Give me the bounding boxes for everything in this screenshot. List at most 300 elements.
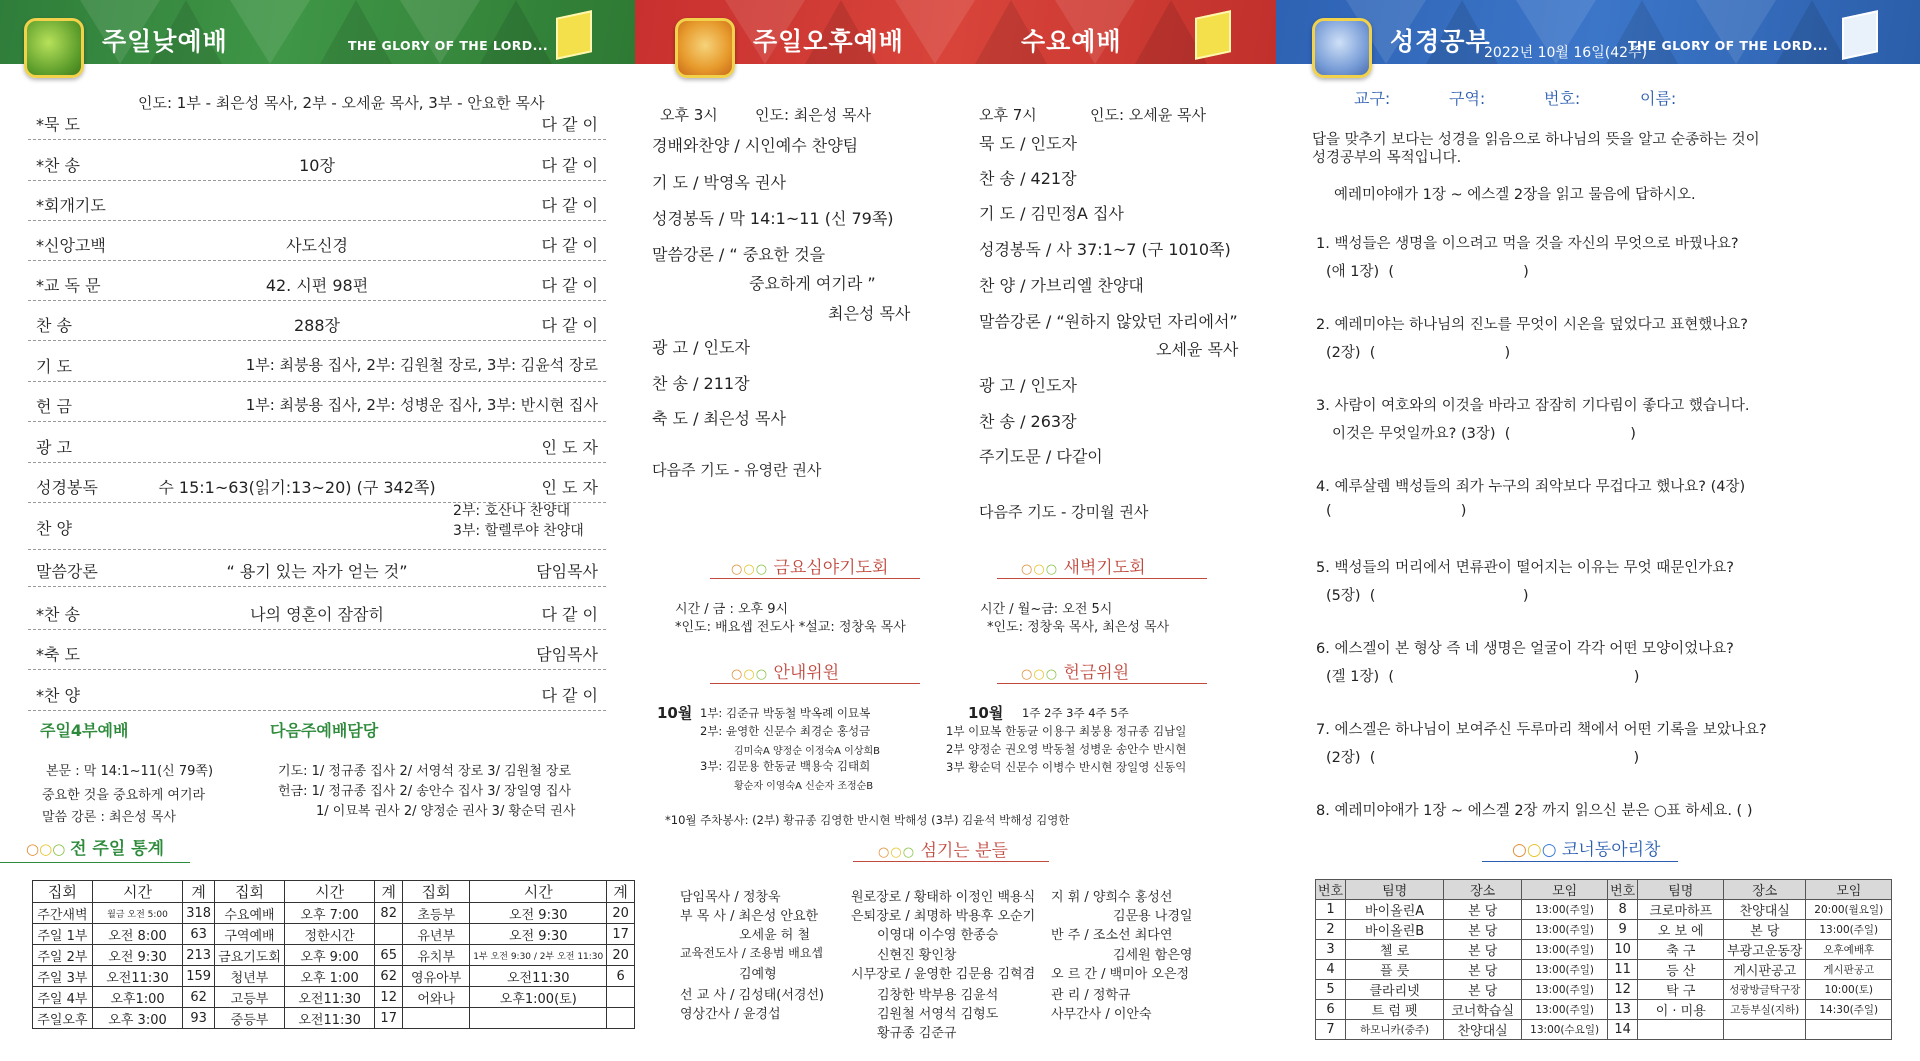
wednesday-item: 오세윤 목사 bbox=[1156, 340, 1239, 359]
club-cell: 14:30(주일) bbox=[1806, 1000, 1892, 1020]
order-row bbox=[28, 427, 606, 463]
fourth-service-preacher: 말씀 강론 : 최은성 목사 bbox=[42, 810, 176, 825]
question-text: 1. 백성들은 생명을 이으려고 먹을 것을 자신의 무엇으로 바꿨나요? bbox=[1316, 236, 1739, 252]
order-content: 288장 bbox=[294, 316, 340, 335]
stats-cell: 영유아부 bbox=[403, 966, 470, 987]
section-title: 주일낮예배 bbox=[102, 27, 228, 56]
stats-header-cell: 계 bbox=[183, 881, 215, 903]
club-cell bbox=[1806, 1020, 1892, 1040]
stats-cell: 주일오후 bbox=[33, 1008, 93, 1029]
ushers-2b: 김미숙A 양정순 이정숙A 이상희B bbox=[734, 746, 880, 757]
club-cell: 이 · 미용 bbox=[1638, 1000, 1724, 1020]
servant-staff-line: 영상간사 / 윤경섭 bbox=[680, 1007, 781, 1022]
header-band bbox=[0, 0, 635, 64]
club-cell: 9 bbox=[1608, 920, 1638, 940]
stats-cell: 62 bbox=[375, 966, 403, 987]
praise-choir-3: 3부: 할렐루야 찬양대 bbox=[453, 523, 584, 539]
order-label: 광 고 bbox=[36, 438, 72, 457]
club-header-cell: 번호 bbox=[1608, 880, 1638, 900]
stats-table bbox=[32, 880, 635, 1029]
club-row bbox=[1316, 1000, 1892, 1020]
order-label: *찬 송 bbox=[36, 605, 80, 624]
order-leader: 다 같 이 bbox=[541, 686, 598, 705]
club-table bbox=[1315, 879, 1892, 1040]
club-cell: 크로마하프 bbox=[1638, 900, 1724, 920]
club-cell: 바이올린A bbox=[1346, 900, 1444, 920]
stats-cell: 청년부 bbox=[215, 966, 285, 987]
club-cell: 성광방글탁구장 bbox=[1724, 980, 1806, 1000]
friday-underline bbox=[710, 578, 920, 579]
flag-icon bbox=[556, 10, 592, 60]
club-cell: 오 보 에 bbox=[1638, 920, 1724, 940]
order-content: 나의 영혼이 잠잠히 bbox=[250, 605, 384, 624]
stats-cell: 62 bbox=[183, 987, 215, 1008]
stats-cell: 오후 9:00 bbox=[284, 945, 374, 966]
club-header-cell: 번호 bbox=[1316, 880, 1346, 900]
club-header-cell: 장소 bbox=[1444, 880, 1522, 900]
question-answer: ( ) bbox=[1326, 503, 1467, 519]
club-cell: 오후예배후 bbox=[1806, 940, 1892, 960]
afternoon-item: 축 도 / 최은성 목사 bbox=[652, 409, 786, 428]
stats-cell bbox=[403, 1008, 470, 1029]
afternoon-item: 성경봉독 / 막 14:1~11 (신 79쪽) bbox=[652, 209, 894, 228]
question-text: 8. 예레미야애가 1장 ~ 에스겔 2장 까지 읽으신 분은 ○표 하세요. ( ) bbox=[1316, 803, 1753, 819]
stats-cell: 오전11:30 bbox=[284, 987, 374, 1008]
club-cell: 클라리넷 bbox=[1346, 980, 1444, 1000]
order-content: 42. 시편 98편 bbox=[265, 276, 369, 295]
stats-cell: 어와나 bbox=[403, 987, 470, 1008]
order-label: 찬 양 bbox=[36, 519, 72, 538]
field-number: 번호: bbox=[1544, 89, 1581, 108]
club-cell: 7 bbox=[1316, 1020, 1346, 1040]
afternoon-item: 중요하게 여기라 ” bbox=[749, 274, 876, 293]
club-cell: 트 럼 펫 bbox=[1346, 1000, 1444, 1020]
club-cell: 찬양대실 bbox=[1444, 1020, 1522, 1040]
offering-1: 1부 이묘복 한동균 이용구 최붕용 정규종 김남일 bbox=[946, 724, 1187, 738]
servant-music-line: 김문용 나경일 bbox=[1113, 909, 1193, 924]
club-row bbox=[1316, 980, 1892, 1000]
stats-cell bbox=[607, 1008, 635, 1029]
stats-cell: 중등부 bbox=[215, 1008, 285, 1029]
wednesday-next-prayer: 다음주 기도 - 강미월 권사 bbox=[979, 503, 1149, 521]
stats-header-cell: 계 bbox=[607, 881, 635, 903]
stats-cell: 주일 1부 bbox=[33, 924, 93, 945]
stats-cell: 오전 9:30 bbox=[470, 924, 607, 945]
club-cell bbox=[1638, 1020, 1724, 1040]
club-cell: 13:00(수요일) bbox=[1522, 1020, 1608, 1040]
order-leader: 다 같 이 bbox=[541, 236, 598, 255]
stats-title: 전 주일 통계 bbox=[70, 839, 165, 859]
ushers-3b: 황순자 이영숙A 신순자 조정순B bbox=[734, 781, 874, 792]
order-label: *신앙고백 bbox=[36, 236, 106, 255]
order-label: 성경봉독 bbox=[36, 478, 98, 497]
stats-cell: 20 bbox=[607, 903, 635, 924]
servant-elder-line: 김원철 서영석 김형도 bbox=[877, 1007, 999, 1022]
servant-elder-line: 신현진 황인창 bbox=[877, 948, 957, 963]
club-cell: 플 룻 bbox=[1346, 960, 1444, 980]
question-answer: (2장) ( ) bbox=[1326, 345, 1511, 361]
club-cell: 13:00(주일) bbox=[1522, 1000, 1608, 1020]
order-label: *회개기도 bbox=[36, 196, 106, 215]
club-header-cell: 팀명 bbox=[1346, 880, 1444, 900]
dawn-leaders: *인도: 정창욱 목사, 최은성 목사 bbox=[987, 620, 1170, 635]
bible-study-title: 성경공부 bbox=[1390, 27, 1491, 56]
club-cell: 13:00(주일) bbox=[1522, 940, 1608, 960]
bible-study-date: 2022년 10월 16일(42주) bbox=[1484, 45, 1647, 61]
servant-elder-line: 황규종 김준규 bbox=[877, 1026, 957, 1041]
club-cell: 본 당 bbox=[1724, 920, 1806, 940]
fourth-service-sermon: 중요한 것을 중요하게 여기라 bbox=[42, 788, 206, 803]
club-cell: 찬양대실 bbox=[1724, 900, 1806, 920]
order-label: *묵 도 bbox=[36, 115, 80, 134]
servant-music-line: 사무간사 / 이안숙 bbox=[1051, 1007, 1152, 1022]
order-leader: 다 같 이 bbox=[541, 316, 598, 335]
stats-cell bbox=[607, 987, 635, 1008]
order-content: 10장 bbox=[299, 156, 335, 175]
stats-cell: 주간새벽 bbox=[33, 903, 93, 924]
flag-icon bbox=[1842, 10, 1878, 60]
stats-row bbox=[33, 924, 635, 945]
worship-leaders: 인도: 1부 - 최은성 목사, 2부 - 오세윤 목사, 3부 - 안요한 목사 bbox=[138, 94, 545, 112]
order-row bbox=[28, 346, 606, 382]
order-leader: 다 같 이 bbox=[541, 276, 598, 295]
wednesday-item: 광 고 / 인도자 bbox=[979, 376, 1077, 395]
club-cell: 6 bbox=[1316, 1000, 1346, 1020]
stats-cell: 318 bbox=[183, 903, 215, 924]
order-row bbox=[28, 634, 606, 670]
stats-header-cell: 집회 bbox=[215, 881, 285, 903]
question-answer: 이것은 무엇일까요? (3장) ( ) bbox=[1332, 426, 1636, 442]
order-row bbox=[28, 185, 606, 221]
wednesday-time: 오후 7시 bbox=[979, 106, 1037, 124]
order-leader: 1부: 최붕용 집사, 2부: 김원철 장로, 3부: 김윤석 장로 bbox=[245, 356, 598, 374]
club-cell: 본 당 bbox=[1444, 940, 1522, 960]
stats-header-cell: 계 bbox=[375, 881, 403, 903]
offering-3: 3부 황순덕 신문수 이병수 반시현 장일영 신동익 bbox=[946, 760, 1187, 774]
club-cell: 축 구 bbox=[1638, 940, 1724, 960]
club-row bbox=[1316, 1020, 1892, 1040]
stats-cell: 93 bbox=[183, 1008, 215, 1029]
question-text: 5. 백성들의 머리에서 면류관이 떨어지는 이유는 무엇 때문인가요? bbox=[1316, 560, 1734, 576]
stats-cell: 213 bbox=[183, 945, 215, 966]
stats-cell: 오전 9:30 bbox=[470, 903, 607, 924]
instruction: 예레미야애가 1장 ~ 에스겔 2장을 읽고 물음에 답하시오. bbox=[1334, 187, 1696, 203]
club-cell: 1 bbox=[1316, 900, 1346, 920]
question-answer: (겔 1장) ( ) bbox=[1326, 669, 1640, 685]
next-week-prayer: 기도: 1/ 정규종 집사 2/ 서영석 장로 3/ 김원철 장로 bbox=[278, 764, 572, 779]
order-row bbox=[28, 104, 606, 140]
order-leader: 다 같 이 bbox=[541, 605, 598, 624]
wednesday-item: 찬 양 / 가브리엘 찬양대 bbox=[979, 276, 1144, 295]
club-cell: 13:00(주일) bbox=[1522, 920, 1608, 940]
club-row bbox=[1316, 900, 1892, 920]
club-cell: 하모니카(중주) bbox=[1346, 1020, 1444, 1040]
stats-row bbox=[33, 987, 635, 1008]
afternoon-next-prayer: 다음주 기도 - 유영란 권사 bbox=[652, 461, 822, 479]
afternoon-time: 오후 3시 bbox=[660, 106, 718, 124]
stats-cell: 오후 1:00 bbox=[284, 966, 374, 987]
question-text: 3. 사람이 여호와의 이것을 바라고 잠잠히 기다림이 좋다고 했습니다. bbox=[1316, 398, 1750, 414]
stats-row bbox=[33, 966, 635, 987]
order-row bbox=[28, 594, 606, 630]
stats-row bbox=[33, 945, 635, 966]
club-cell: 4 bbox=[1316, 960, 1346, 980]
club-cell: 13:00(주일) bbox=[1522, 980, 1608, 1000]
club-cell: 3 bbox=[1316, 940, 1346, 960]
order-leader: 다 같 이 bbox=[541, 156, 598, 175]
stats-cell bbox=[375, 924, 403, 945]
order-label: 기 도 bbox=[36, 357, 72, 376]
servant-music-line: 관 리 / 정학규 bbox=[1051, 988, 1131, 1003]
offering-month: 10월 bbox=[968, 704, 1004, 722]
club-cell: 본 당 bbox=[1444, 920, 1522, 940]
order-row bbox=[28, 551, 606, 587]
stats-underline bbox=[0, 862, 190, 863]
servant-music-line: 김세원 함은영 bbox=[1113, 948, 1193, 963]
order-label: 찬 송 bbox=[36, 316, 72, 335]
stats-cell: 월금 오전 5:00 bbox=[92, 903, 182, 924]
afternoon-item: 최은성 목사 bbox=[828, 304, 911, 323]
ushers-1: 1부: 김준규 박동철 박옥례 이묘복 bbox=[700, 706, 871, 720]
stats-cell: 65 bbox=[375, 945, 403, 966]
club-cell: 첼 로 bbox=[1346, 940, 1444, 960]
ushers-3: 3부: 김문용 한동균 백용숙 김태희 bbox=[700, 759, 871, 773]
servant-elder-line: 은퇴장로 / 최명하 박용후 오순기 bbox=[851, 909, 1036, 924]
servant-staff-line: 오세윤 허 철 bbox=[739, 928, 811, 943]
stats-cell: 82 bbox=[375, 903, 403, 924]
order-row bbox=[28, 145, 606, 181]
club-title: 코너동아리창 bbox=[1561, 840, 1661, 860]
club-cell: 바이올린B bbox=[1346, 920, 1444, 940]
flower-photo-icon bbox=[1312, 18, 1372, 78]
afternoon-item: 광 고 / 인도자 bbox=[652, 338, 750, 357]
dawn-prayer-heading: ○○○ 새벽기도회 bbox=[1021, 558, 1146, 578]
club-cell: 부광고운동장 bbox=[1724, 940, 1806, 960]
column-afternoon-wednesday bbox=[635, 0, 1276, 1061]
order-leader: 담임목사 bbox=[536, 645, 598, 664]
stats-cell bbox=[470, 1008, 607, 1029]
servant-elder-line: 이영대 이수영 한종승 bbox=[877, 928, 999, 943]
intro-line-2: 성경공부의 목적입니다. bbox=[1312, 150, 1462, 166]
order-row bbox=[28, 675, 606, 711]
servant-staff-line: 교육전도사 / 조용범 배요셉 bbox=[680, 946, 823, 960]
club-cell: 10:00(토) bbox=[1806, 980, 1892, 1000]
order-leader: 다 같 이 bbox=[541, 196, 598, 215]
order-leader: 담임목사 bbox=[536, 562, 598, 581]
order-leader: 인 도 자 bbox=[541, 438, 598, 457]
stats-cell: 금요기도회 bbox=[215, 945, 285, 966]
wednesday-item: 주기도문 / 다같이 bbox=[979, 447, 1103, 466]
stats-header-cell: 집회 bbox=[33, 881, 93, 903]
stats-cell: 159 bbox=[183, 966, 215, 987]
stats-row bbox=[33, 903, 635, 924]
stats-header-cell: 시간 bbox=[284, 881, 374, 903]
club-cell: 코너학습실 bbox=[1444, 1000, 1522, 1020]
stats-cell: 고등부 bbox=[215, 987, 285, 1008]
order-label: 말씀강론 bbox=[36, 562, 98, 581]
next-week-ushers: 1/ 이묘복 권사 2/ 양정순 권사 3/ 황순덕 권사 bbox=[316, 804, 576, 819]
offering-underline bbox=[997, 683, 1207, 684]
stats-cell: 12 bbox=[375, 987, 403, 1008]
wednesday-leader: 인도: 오세윤 목사 bbox=[1090, 106, 1207, 124]
stats-header-cell: 집회 bbox=[403, 881, 470, 903]
offering-heading: ○○○ 헌금위원 bbox=[1021, 663, 1130, 683]
servant-staff-line: 선 교 사 / 김성태(서경선) bbox=[680, 988, 825, 1003]
next-week-offering: 헌금: 1/ 정규종 집사 2/ 송안수 집사 3/ 장일영 집사 bbox=[278, 784, 572, 799]
stats-cell: 주일 3부 bbox=[33, 966, 93, 987]
club-cell: 5 bbox=[1316, 980, 1346, 1000]
dawn-time: 시간 / 월~금: 오전 5시 bbox=[980, 602, 1113, 617]
friday-time: 시간 / 금 : 오후 9시 bbox=[675, 602, 789, 617]
club-row bbox=[1316, 940, 1892, 960]
wednesday-item: 묵 도 / 인도자 bbox=[979, 134, 1077, 153]
club-cell: 13 bbox=[1608, 1000, 1638, 1020]
stats-cell: 17 bbox=[607, 924, 635, 945]
club-cell: 12 bbox=[1608, 980, 1638, 1000]
stats-cell: 주일 4부 bbox=[33, 987, 93, 1008]
friday-leaders: *인도: 배요셉 전도사 *설교: 정창욱 목사 bbox=[675, 620, 906, 635]
flag-icon bbox=[1195, 10, 1231, 60]
afternoon-title: 주일오후예배 bbox=[753, 27, 904, 56]
friday-prayer-heading: ○○○ 금요심야기도회 bbox=[731, 558, 889, 578]
order-content: 사도신경 bbox=[286, 236, 348, 255]
stats-cell: 오전 9:30 bbox=[92, 945, 182, 966]
ushers-title: 안내위원 bbox=[773, 663, 840, 683]
club-cell: 본 당 bbox=[1444, 980, 1522, 1000]
afternoon-leader: 인도: 최은성 목사 bbox=[755, 106, 872, 124]
friday-prayer-title: 금요심야기도회 bbox=[773, 558, 889, 578]
club-cell: 11 bbox=[1608, 960, 1638, 980]
parking-volunteers: *10월 주차봉사: (2부) 황규종 김영한 반시현 박해성 (3부) 김윤석 박해성 김영한 bbox=[665, 813, 1070, 827]
order-content: “ 용기 있는 자가 얻는 것” bbox=[226, 562, 408, 581]
wednesday-item: 성경봉독 / 사 37:1~7 (구 1010쪽) bbox=[979, 240, 1231, 259]
dawn-prayer-title: 새벽기도회 bbox=[1063, 558, 1146, 578]
order-row bbox=[28, 305, 606, 341]
fourth-service-title: 주일4부예배 bbox=[40, 721, 129, 740]
leaf-photo-icon bbox=[24, 18, 84, 78]
order-row bbox=[28, 386, 606, 422]
servant-elder-line: 원로장로 / 황태하 이정인 백용식 bbox=[851, 890, 1036, 905]
stats-cell: 17 bbox=[375, 1008, 403, 1029]
stats-cell: 오전11:30 bbox=[284, 1008, 374, 1029]
next-week-title: 다음주예배담당 bbox=[270, 721, 379, 740]
question-text: 6. 에스겔이 본 형상 즉 네 생명은 얼굴이 각각 어떤 모양이었나요? bbox=[1316, 641, 1734, 657]
stats-cell: 오전 8:00 bbox=[92, 924, 182, 945]
club-cell: 게시판공고 bbox=[1724, 960, 1806, 980]
stats-cell: 1부 오전 9:30 / 2부 오전 11:30 bbox=[470, 945, 607, 966]
stats-header-cell: 시간 bbox=[470, 881, 607, 903]
wednesday-item: 찬 송 / 421장 bbox=[979, 169, 1077, 188]
club-cell: 13:00(주일) bbox=[1522, 960, 1608, 980]
question-text: 2. 예레미야는 하나님의 진노를 무엇이 시온을 덮었다고 표현했나요? bbox=[1316, 317, 1748, 333]
column-sunday-worship bbox=[0, 0, 635, 1061]
offering-weeks: 1주 2주 3주 4주 5주 bbox=[1022, 706, 1129, 720]
stats-cell: 20 bbox=[607, 945, 635, 966]
club-cell: 13:00(주일) bbox=[1522, 900, 1608, 920]
column-bible-study bbox=[1276, 0, 1920, 1061]
stats-cell: 오전11:30 bbox=[92, 966, 182, 987]
club-cell: 본 당 bbox=[1444, 960, 1522, 980]
club-cell: 탁 구 bbox=[1638, 980, 1724, 1000]
stats-cell: 63 bbox=[183, 924, 215, 945]
club-heading: ○○○ 코너동아리창 bbox=[1512, 840, 1661, 860]
order-leader: 인 도 자 bbox=[541, 478, 598, 497]
order-label: *교 독 문 bbox=[36, 276, 101, 295]
question-answer: (5장) ( ) bbox=[1326, 588, 1529, 604]
club-cell: 13:00(주일) bbox=[1806, 920, 1892, 940]
order-row bbox=[28, 265, 606, 301]
servants-heading: ○○○ 섬기는 분들 bbox=[878, 841, 1008, 861]
club-row bbox=[1316, 920, 1892, 940]
stats-cell: 주일 2부 bbox=[33, 945, 93, 966]
servant-music-line: 반 주 / 조소선 최다연 bbox=[1051, 928, 1173, 943]
order-label: *찬 양 bbox=[36, 686, 80, 705]
servant-elder-line: 김창한 박부용 김윤석 bbox=[877, 988, 999, 1003]
club-cell: 8 bbox=[1608, 900, 1638, 920]
club-cell: 2 bbox=[1316, 920, 1346, 940]
ushers-month: 10월 bbox=[657, 704, 693, 722]
stats-cell: 수요예배 bbox=[215, 903, 285, 924]
field-zone: 구역: bbox=[1449, 89, 1486, 108]
club-cell: 20:00(월요일) bbox=[1806, 900, 1892, 920]
question-text: 7. 에스겔은 하나님이 보여주신 두루마리 책에서 어떤 기록을 보았나요? bbox=[1316, 722, 1767, 738]
servant-music-line: 지 휘 / 양희수 홍성선 bbox=[1051, 890, 1173, 905]
fourth-service-text: 본문 : 막 14:1~11(신 79쪽) bbox=[46, 764, 214, 779]
club-cell bbox=[1724, 1020, 1806, 1040]
offering-2: 2부 양정순 권오영 박동철 성병운 송안수 반시현 bbox=[946, 742, 1187, 756]
wednesday-title: 수요예배 bbox=[1021, 27, 1122, 56]
stats-cell: 오후1:00(토) bbox=[470, 987, 607, 1008]
field-district: 교구: bbox=[1354, 89, 1391, 108]
stats-cell: 정한시간 bbox=[284, 924, 374, 945]
stats-cell: 유년부 bbox=[403, 924, 470, 945]
stats-cell: 오전11:30 bbox=[470, 966, 607, 987]
servant-elder-line: 시무장로 / 윤영한 김문용 김혁겸 bbox=[851, 967, 1036, 982]
stats-header-cell: 시간 bbox=[92, 881, 182, 903]
praise-choir-2: 2부: 호산나 찬양대 bbox=[453, 503, 571, 519]
order-content: 수 15:1~63(읽기:13~20) (구 342쪽) bbox=[158, 478, 436, 497]
order-leader: 1부: 최붕용 집사, 2부: 성병운 집사, 3부: 반시현 집사 bbox=[245, 396, 598, 414]
afternoon-item: 기 도 / 박영옥 권사 bbox=[652, 173, 786, 192]
club-cell: 고등부실(지하) bbox=[1724, 1000, 1806, 1020]
wednesday-item: 기 도 / 김민정A 집사 bbox=[979, 204, 1124, 223]
servants-underline bbox=[853, 861, 1049, 862]
stats-cell: 오후1:00 bbox=[92, 987, 182, 1008]
stats-heading: ○○○ 전 주일 통계 bbox=[26, 839, 165, 859]
question-answer: (애 1장) ( ) bbox=[1326, 264, 1529, 280]
servant-music-line: 오 르 간 / 백미아 오은정 bbox=[1051, 967, 1190, 982]
club-header-cell: 팀명 bbox=[1638, 880, 1724, 900]
stats-cell: 6 bbox=[607, 966, 635, 987]
servant-staff-line: 김예형 bbox=[739, 967, 777, 982]
order-label: 헌 금 bbox=[36, 397, 72, 416]
club-cell: 10 bbox=[1608, 940, 1638, 960]
ushers-heading: ○○○ 안내위원 bbox=[731, 663, 840, 683]
stats-row bbox=[33, 1008, 635, 1029]
club-header-cell: 모임 bbox=[1806, 880, 1892, 900]
stats-cell: 오후 7:00 bbox=[284, 903, 374, 924]
servant-staff-line: 담임목사 / 정창욱 bbox=[680, 890, 781, 905]
stats-cell: 초등부 bbox=[403, 903, 470, 924]
club-underline bbox=[1482, 861, 1678, 862]
wednesday-item: 말씀강론 / “원하지 않았던 자리에서” bbox=[979, 312, 1238, 331]
section-subtitle: THE GLORY OF THE LORD... bbox=[1628, 38, 1829, 53]
order-label: *축 도 bbox=[36, 645, 80, 664]
food-photo-icon bbox=[675, 18, 735, 78]
order-leader: 다 같 이 bbox=[541, 115, 598, 134]
field-name: 이름: bbox=[1640, 89, 1677, 108]
afternoon-item: 찬 송 / 211장 bbox=[652, 374, 750, 393]
